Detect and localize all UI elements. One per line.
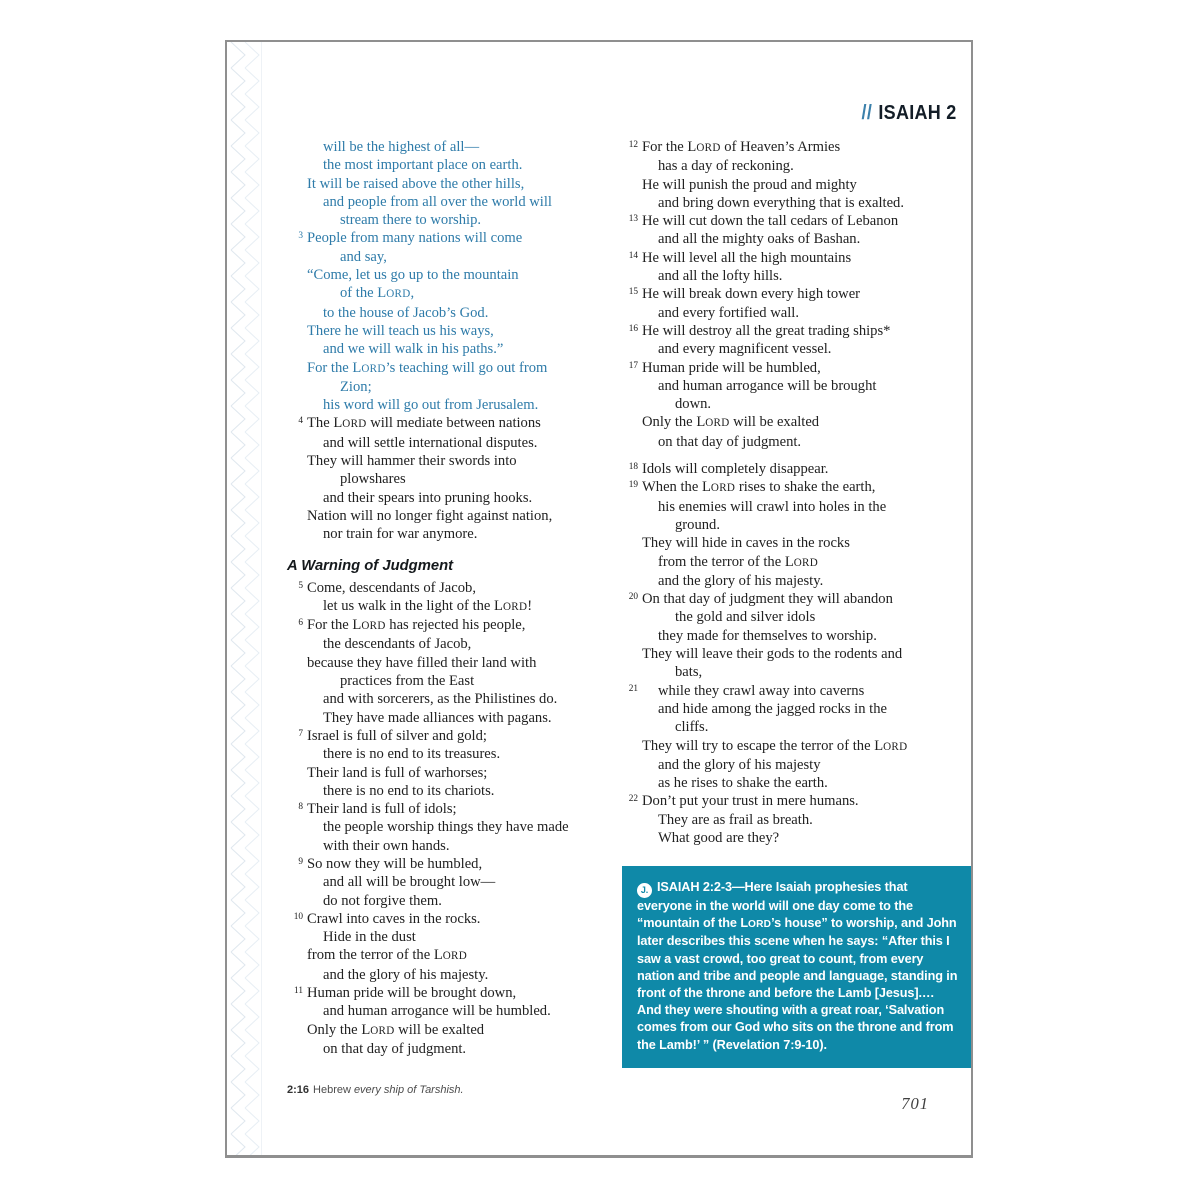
translation-footnote [287,1084,464,1096]
page-edge-chevron-pattern [227,42,262,1155]
verse-text: It will be raised above the other hills, [307,175,525,192]
verse-line [622,478,973,497]
verse-line [287,928,613,946]
verse-text: and the glory of his majesty [658,756,821,773]
verse-line [622,304,973,322]
verse-text: Nation will no longer fight against nation, [307,507,553,524]
verse-text: They are as frail as breath. [658,811,813,828]
verse-line [622,230,973,248]
verse-text: Crawl into caves in the rocks. [307,910,481,927]
poetry-stanza [287,138,613,414]
verse-line [287,690,613,708]
verse-line [287,304,613,322]
verse-text: and we will walk in his paths.” [323,341,504,358]
verse-text: The LORD will mediate between nations [307,415,541,432]
verse-text: the gold and silver idols [675,609,816,626]
verse-text: the people worship things they have made [323,819,569,836]
verse-line [622,700,973,718]
verse-text: Don’t put your trust in mere humans. [642,793,859,810]
verse-text: He will break down every high tower [642,286,861,303]
verse-line [287,597,613,616]
verse-text: They will hammer their swords into [307,453,517,470]
verse-text: on that day of judgment. [323,1040,467,1057]
verse-number: 19 [628,480,638,491]
verse-line [287,452,613,470]
verse-text: He will punish the proud and mighty [642,176,857,193]
verse-text: and the glory of his majesty. [658,572,824,589]
verse-number: 3 [298,231,303,242]
verse-text: his word will go out from Jerusalem. [323,397,539,414]
poetry-stanza [622,138,973,451]
verse-line [287,837,613,855]
left-column [287,138,613,1058]
verse-line [622,572,973,590]
verse-text: They will leave their gods to the rodents and [642,646,903,663]
verse-text: on that day of judgment. [658,433,802,450]
verse-text: from the terror of the LORD [658,553,819,570]
verse-line [287,396,613,414]
verse-line [622,413,973,432]
commentary-callout [622,866,973,1068]
verse-text: and the glory of his majesty. [323,966,489,983]
verse-text: Idols will completely disappear. [642,461,829,478]
verse-number: 15 [628,287,638,298]
verse-text: People from many nations will come [307,230,523,247]
verse-number: 18 [628,462,638,473]
verse-line [287,966,613,984]
verse-text: Their land is full of idols; [307,801,457,818]
verse-text: Israel is full of silver and gold; [307,727,487,744]
verse-text: and say, [340,248,387,265]
verse-text: practices from the East [340,673,475,690]
verse-line [287,1021,613,1040]
verse-line [287,764,613,782]
verse-text: and bring down everything that is exalted. [658,194,905,211]
verse-line [622,395,973,413]
running-head-slashes: // [861,102,873,124]
verse-line [287,616,613,635]
verse-line [622,516,973,534]
verse-text: and will settle international disputes. [323,434,538,451]
verse-line [622,267,973,285]
running-head [862,102,957,125]
verse-text: and all the lofty hills. [658,268,783,285]
verse-line [287,818,613,836]
verse-text: and human arrogance will be humbled. [323,1003,551,1020]
poetry-stanza [622,460,973,847]
verse-text: with their own hands. [323,837,450,854]
verse-line [287,873,613,891]
verse-text: and human arrogance will be brought [658,377,877,394]
verse-text: He will level all the high mountains [642,249,852,266]
verse-text: stream there to worship. [340,212,482,229]
verse-line [287,635,613,653]
jesus-marker-icon: J. [637,883,652,898]
verse-line [287,1002,613,1020]
verse-number: 16 [628,323,638,334]
verse-number: 22 [628,794,638,805]
verse-line [287,579,613,597]
verse-text: and their spears into pruning hooks. [323,489,533,506]
verse-line [287,284,613,303]
verse-text: “Come, let us go up to the mountain [307,267,519,284]
verse-text: nor train for war anymore. [323,526,478,543]
verse-line [287,211,613,229]
callout-body: —Here Isaiah prophesies that everyone in the world will one day come to the “mountain of the LORD’s house” to worship, and John later describes this scene when he says: “After this I saw a vast crowd, too great to count, from every nation and tribe and people and language, standing in front of the throne and before the Lamb [Jesus].… And they were shouting with a great roar, ‘Salvation comes from our God who sits on the throne and from the Lamb!’ ” (Revelation 7:9-10). [637,880,958,1052]
verse-text: Hide in the dust [323,929,416,946]
verse-text: and every fortified wall. [658,304,800,321]
verse-text: Only the LORD will be exalted [642,414,820,431]
verse-number: 11 [294,986,303,997]
verse-text: down. [675,396,712,413]
verse-line [622,138,973,157]
verse-line [622,249,973,267]
verse-line [622,608,973,626]
verse-line [287,507,613,525]
verse-line [287,193,613,211]
verse-text: For the LORD has rejected his people, [307,617,526,634]
verse-line [287,248,613,266]
bible-page [225,40,973,1158]
verse-line [287,672,613,690]
verse-line [287,340,613,358]
verse-line [287,782,613,800]
verse-text: there is no end to its treasures. [323,746,501,763]
verse-text: They will hide in caves in the rocks [642,535,850,552]
verse-line [287,709,613,727]
verse-line [287,156,613,174]
right-column [622,138,973,847]
verse-number: 14 [628,250,638,261]
verse-line [287,892,613,910]
verse-text: and people from all over the world will [323,193,552,210]
verse-line [622,663,973,681]
verse-line [622,460,973,478]
verse-number: 17 [628,360,638,371]
verse-text: On that day of judgment they will abandon [642,591,893,608]
verse-text: and all the mighty oaks of Bashan. [658,231,861,248]
verse-line [287,727,613,745]
verse-text: as he rises to shake the earth. [658,775,828,792]
verse-text: and with sorcerers, as the Philistines do. [323,691,558,708]
footnote-ref: 2:16 [287,1084,310,1096]
verse-line [287,229,613,247]
verse-line [622,212,973,230]
verse-number: 9 [298,856,303,867]
verse-line [287,359,613,378]
verse-line [622,176,973,194]
verse-line [622,534,973,552]
verse-line [287,138,613,156]
verse-text: to the house of Jacob’s God. [323,304,489,321]
verse-line [287,946,613,965]
running-head-title: ISAIAH 2 [878,102,957,124]
verse-line [622,359,973,377]
verse-line [287,1040,613,1058]
verse-line [287,414,613,433]
verse-text: there is no end to its chariots. [323,782,495,799]
section-heading: A Warning of Judgment [287,557,454,574]
verse-line [622,811,973,829]
verse-text: will be the highest of all— [323,139,480,155]
verse-text: There he will teach us his ways, [307,322,494,339]
verse-text: from the terror of the LORD [307,947,468,964]
verse-text: his enemies will crawl into holes in the [658,498,887,515]
verse-text: Come, descendants of Jacob, [307,579,476,596]
verse-number: 13 [628,214,638,225]
verse-line [287,984,613,1002]
verse-line [287,470,613,488]
verse-text: They have made alliances with pagans. [323,709,552,726]
verse-line [622,157,973,175]
verse-text: do not forgive them. [323,892,442,909]
verse-text: they made for themselves to worship. [658,627,877,644]
verse-text: while they crawl away into caverns [658,682,865,699]
verse-line [622,285,973,303]
verse-text: For the LORD of Heaven’s Armies [642,139,841,155]
verse-text: and all will be brought low— [323,874,496,891]
verse-text: has a day of reckoning. [658,158,794,175]
verse-text: the most important place on earth. [323,157,523,174]
verse-line [622,682,973,700]
verse-text: Human pride will be brought down, [307,985,517,1002]
verse-line [622,756,973,774]
verse-line [287,910,613,928]
verse-line [287,434,613,452]
verse-text: plowshares [340,471,406,488]
verse-line [622,340,973,358]
verse-text: let us walk in the light of the LORD! [323,597,533,614]
verse-text: He will destroy all the great trading ships* [642,322,891,339]
verse-line [287,175,613,193]
verse-line [287,525,613,543]
verse-line [622,645,973,663]
poetry-stanza [287,414,613,543]
verse-line [287,489,613,507]
verse-text: They will try to escape the terror of the LORD [642,737,908,754]
verse-text: When the LORD rises to shake the earth, [642,479,876,496]
verse-line [287,654,613,672]
verse-line [622,737,973,756]
verse-line [287,322,613,340]
verse-text: Their land is full of warhorses; [307,764,488,781]
verse-text: the descendants of Jacob, [323,636,472,653]
verse-number: 7 [298,728,303,739]
verse-line [622,433,973,451]
verse-line [622,627,973,645]
verse-text: So now they will be humbled, [307,855,483,872]
verse-text: bats, [675,664,703,681]
verse-text: ground. [675,516,720,533]
verse-line [622,553,973,572]
verse-line [622,829,973,847]
verse-line [622,718,973,736]
verse-line [287,266,613,284]
verse-line [622,377,973,395]
callout-reference: ISAIAH 2:2-3 [657,880,732,894]
verse-text: For the LORD’s teaching will go out from [307,359,548,376]
verse-line [622,774,973,792]
verse-text: of the LORD, [340,285,415,302]
verse-number: 8 [298,802,303,813]
verse-line [622,194,973,212]
verse-number: 5 [298,580,303,591]
verse-line [287,800,613,818]
verse-text: What good are they? [658,829,780,846]
verse-line [622,590,973,608]
footnote-language: Hebrew [313,1084,351,1096]
verse-line [287,855,613,873]
verse-text: and hide among the jagged rocks in the [658,700,887,717]
page-number: 701 [901,1094,929,1113]
poetry-stanza [287,579,613,1059]
verse-text: Zion; [340,378,372,395]
verse-line [622,322,973,340]
verse-text: Human pride will be humbled, [642,359,821,376]
verse-number: 4 [298,416,303,427]
footnote-text: every ship of Tarshish. [353,1084,464,1096]
verse-text: Only the LORD will be exalted [307,1021,485,1038]
verse-line [287,378,613,396]
verse-line [622,792,973,810]
verse-text: and every magnificent vessel. [658,341,832,358]
verse-number: 12 [628,140,638,150]
verse-text: because they have filled their land with [307,654,537,671]
verse-line [287,745,613,763]
verse-text: He will cut down the tall cedars of Lebanon [642,213,899,230]
verse-number: 6 [298,618,303,629]
verse-number: 10 [293,911,303,922]
verse-number: 21 [628,683,638,694]
verse-text: cliffs. [675,719,709,736]
verse-number: 20 [628,592,638,603]
verse-line [622,498,973,516]
